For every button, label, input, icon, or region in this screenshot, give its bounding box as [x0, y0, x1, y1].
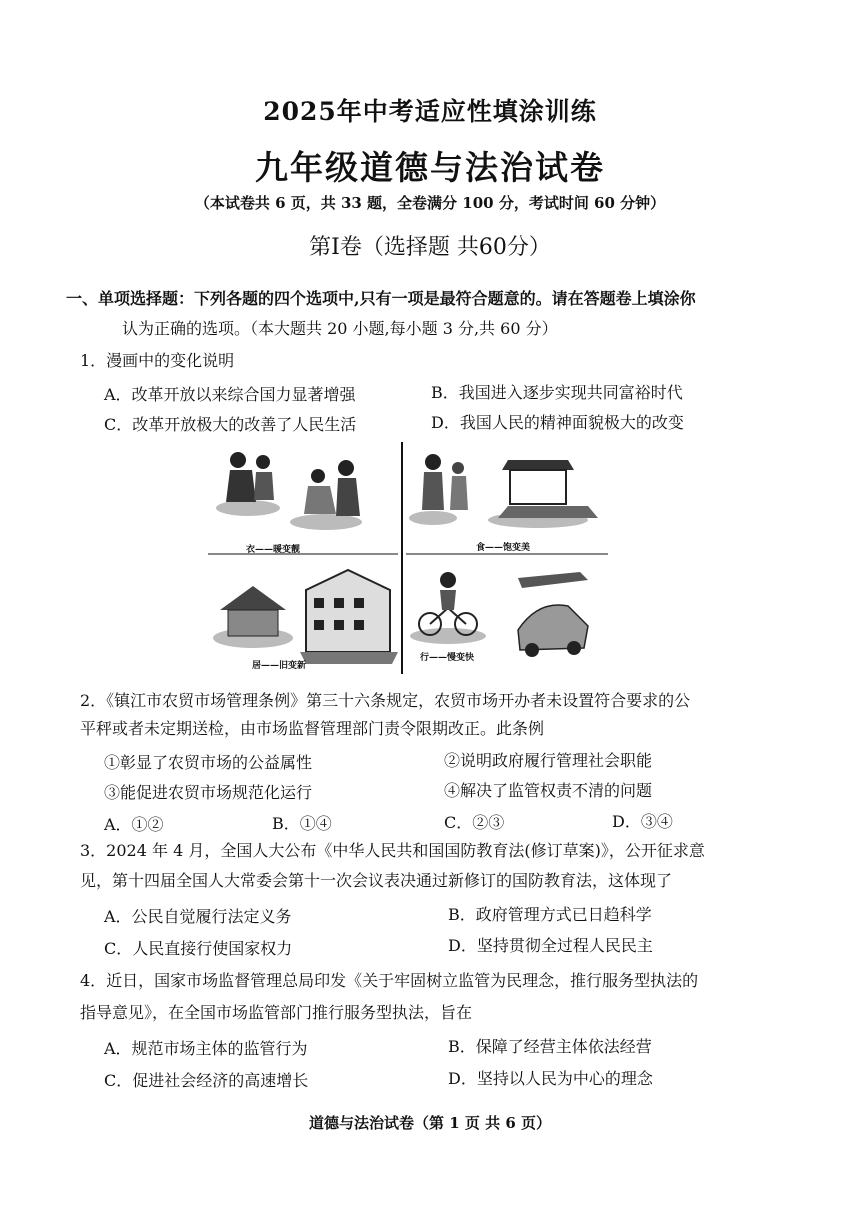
q3-option-d: D．坚持贯彻全过程人民民主	[448, 936, 653, 955]
q2-statement-1: ①彰显了农贸市场的公益属性	[104, 753, 313, 772]
q2-statement-4: ④解决了监管权责不清的问题	[444, 781, 653, 800]
q2-stem-line1: 2．《镇江市农贸市场管理条例》第三十六条规定，农贸市场开办者未设置符合要求的公	[80, 691, 691, 710]
q4-option-c: C．促进社会经济的高速增长	[104, 1071, 309, 1090]
q1-option-c: C．改革开放极大的改善了人民生活	[104, 415, 357, 434]
q1-option-d: D．我国人民的精神面貌极大的改变	[431, 413, 684, 432]
q4-stem-line1: 4．近日，国家市场监督管理总局印发《关于牢固树立监管为民理念，推行服务型执法的	[80, 971, 699, 990]
q3-option-b: B．政府管理方式已日趋科学	[448, 905, 652, 924]
comic-caption-housing: 居——旧变新	[252, 661, 307, 671]
exam-title: 2025年中考适应性填涂训练	[263, 97, 597, 126]
q2-option-b: B．①④	[272, 814, 332, 833]
volume-heading: 第Ⅰ卷（选择题 共60分）	[309, 235, 551, 260]
q1-option-b: B．我国进入逐步实现共同富裕时代	[431, 383, 683, 402]
q2-option-d: D．③④	[612, 812, 673, 831]
comic-panel-clothing	[216, 452, 362, 530]
comic-panel-food	[409, 454, 598, 528]
section-instruction-line2: 认为正确的选项。（本大题共 20 小题,每小题 3 分,共 60 分）	[122, 319, 558, 338]
q2-statement-2: ②说明政府履行管理社会职能	[444, 751, 653, 770]
comic-illustration	[208, 440, 608, 676]
comic-caption-transport: 行——慢变快	[420, 653, 475, 663]
exam-info: （本试卷共 6 页，共 33 题，全卷满分 100 分，考试时间 60 分钟）	[194, 194, 666, 212]
comic-caption-food: 食——饱变美	[476, 543, 531, 553]
q4-option-a: A．规范市场主体的监管行为	[104, 1039, 308, 1058]
q3-stem-line2: 见，第十四届全国人大常委会第十一次会议表决通过新修订的国防教育法，这体现了	[80, 871, 673, 890]
q2-option-a: A．①②	[104, 815, 164, 834]
section-instruction-line1: 一、单项选择题：下列各题的四个选项中,只有一项是最符合题意的。请在答题卷上填涂你	[66, 289, 696, 308]
q3-stem-line1: 3．2024 年 4 月，全国人大公布《中华人民共和国国防教育法(修订草案)》，公开征求意	[80, 841, 705, 860]
q2-stem-line2: 平秤或者未定期送检，由市场监督管理部门责令限期改正。此条例	[80, 719, 545, 738]
comic-caption-clothing: 衣——暖变靓	[246, 545, 301, 555]
q3-option-c: C．人民直接行使国家权力	[104, 939, 293, 958]
comic-panel-transport	[410, 572, 588, 657]
q1-stem: 1．漫画中的变化说明	[80, 351, 235, 370]
q3-option-a: A．公民自觉履行法定义务	[104, 907, 292, 926]
exam-subject: 九年级道德与法治试卷	[255, 148, 605, 187]
q4-stem-line2: 指导意见》，在全国市场监管部门推行服务型执法，旨在	[80, 1003, 473, 1022]
q4-option-b: B．保障了经营主体依法经营	[448, 1037, 652, 1056]
page-footer: 道德与法治试卷（第 1 页 共 6 页）	[309, 1114, 551, 1132]
q2-option-c: C．②③	[444, 813, 505, 832]
q2-statement-3: ③能促进农贸市场规范化运行	[104, 783, 313, 802]
comic-panel-housing	[213, 570, 398, 664]
q1-option-a: A．改革开放以来综合国力显著增强	[104, 385, 356, 404]
q4-option-d: D．坚持以人民为中心的理念	[448, 1069, 653, 1088]
